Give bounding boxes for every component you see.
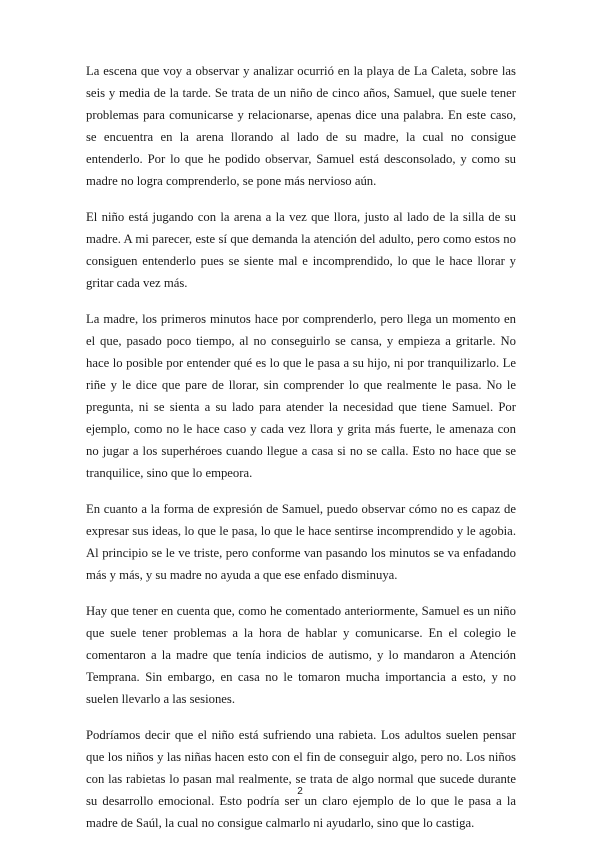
paragraph-6: Podríamos decir que el niño está sufriendo una rabieta. Los adultos suelen pensar que los niños y las niñas hacen esto con el fin de conseguir algo, pero no. Los niños con las rabietas lo pasan mal realmente, se trata de algo normal que sucede durante su desarrollo emocional. Esto podría ser un claro ejemplo de lo que le pasa a la madre de Saúl, la cual no consigue calmarlo ni ayudarlo, sino que lo castiga.: [86, 728, 516, 830]
paragraph-4: En cuanto a la forma de expresión de Samuel, puedo observar cómo no es capaz de expresar sus ideas, lo que le pasa, lo que le hace sentirse incomprendido y le agobia. Al principio se le ve triste, pero conforme van pasando los minutos se va enfadando más y más, y su madre no ayuda a que ese enfado disminuya.: [86, 502, 516, 582]
paragraph-1: La escena que voy a observar y analizar ocurrió en la playa de La Caleta, sobre las seis y media de la tarde. Se trata de un niño de cinco años, Samuel, que suele tener problemas para comunicarse y relacionarse, apenas dice una palabra. En este caso, se encuentra en la arena llorando al lado de su madre, la cual no consigue entenderlo. Por lo que he podido observar, Samuel está desconsolado, y como su madre no logra comprenderlo, se pone más nervioso aún.: [86, 64, 516, 188]
paragraph-5: Hay que tener en cuenta que, como he comentado anteriormente, Samuel es un niño que suele tener problemas a la hora de hablar y comunicarse. En el colegio le comentaron a la madre que tenía indicios de autismo, y lo mandaron a Atención Temprana. Sin embargo, en casa no le tomaron mucha importancia a esto, y no suelen llevarlo a las sesiones.: [86, 604, 516, 706]
document-body: [86, 60, 516, 848]
paragraph-3: La madre, los primeros minutos hace por comprenderlo, pero llega un momento en el que, pasado poco tiempo, al no conseguirlo se cansa, y empieza a gritarle. No hace lo posible por entender qué es lo que le pasa a su hijo, ni por tranquilizarlo. Le riñe y le dice que pare de llorar, sin comprender lo que realmente le pasa. No le pregunta, ni se sienta a su lado para atender la necesidad que tiene Samuel. Por ejemplo, como no le hace caso y cada vez llora y grita más fuerte, le amenaza con no jugar a los superhéroes cuando llegue a casa si no se calla. Esto no hace que se tranquilice, sino que lo empeora.: [86, 312, 516, 480]
page-number: 2: [297, 786, 303, 797]
paragraph-2: El niño está jugando con la arena a la vez que llora, justo al lado de la silla de su madre. A mi parecer, este sí que demanda la atención del adulto, pero como estos no consiguen entenderlo pues se siente mal e incomprendido, lo que le hace llorar y gritar cada vez más.: [86, 210, 516, 290]
